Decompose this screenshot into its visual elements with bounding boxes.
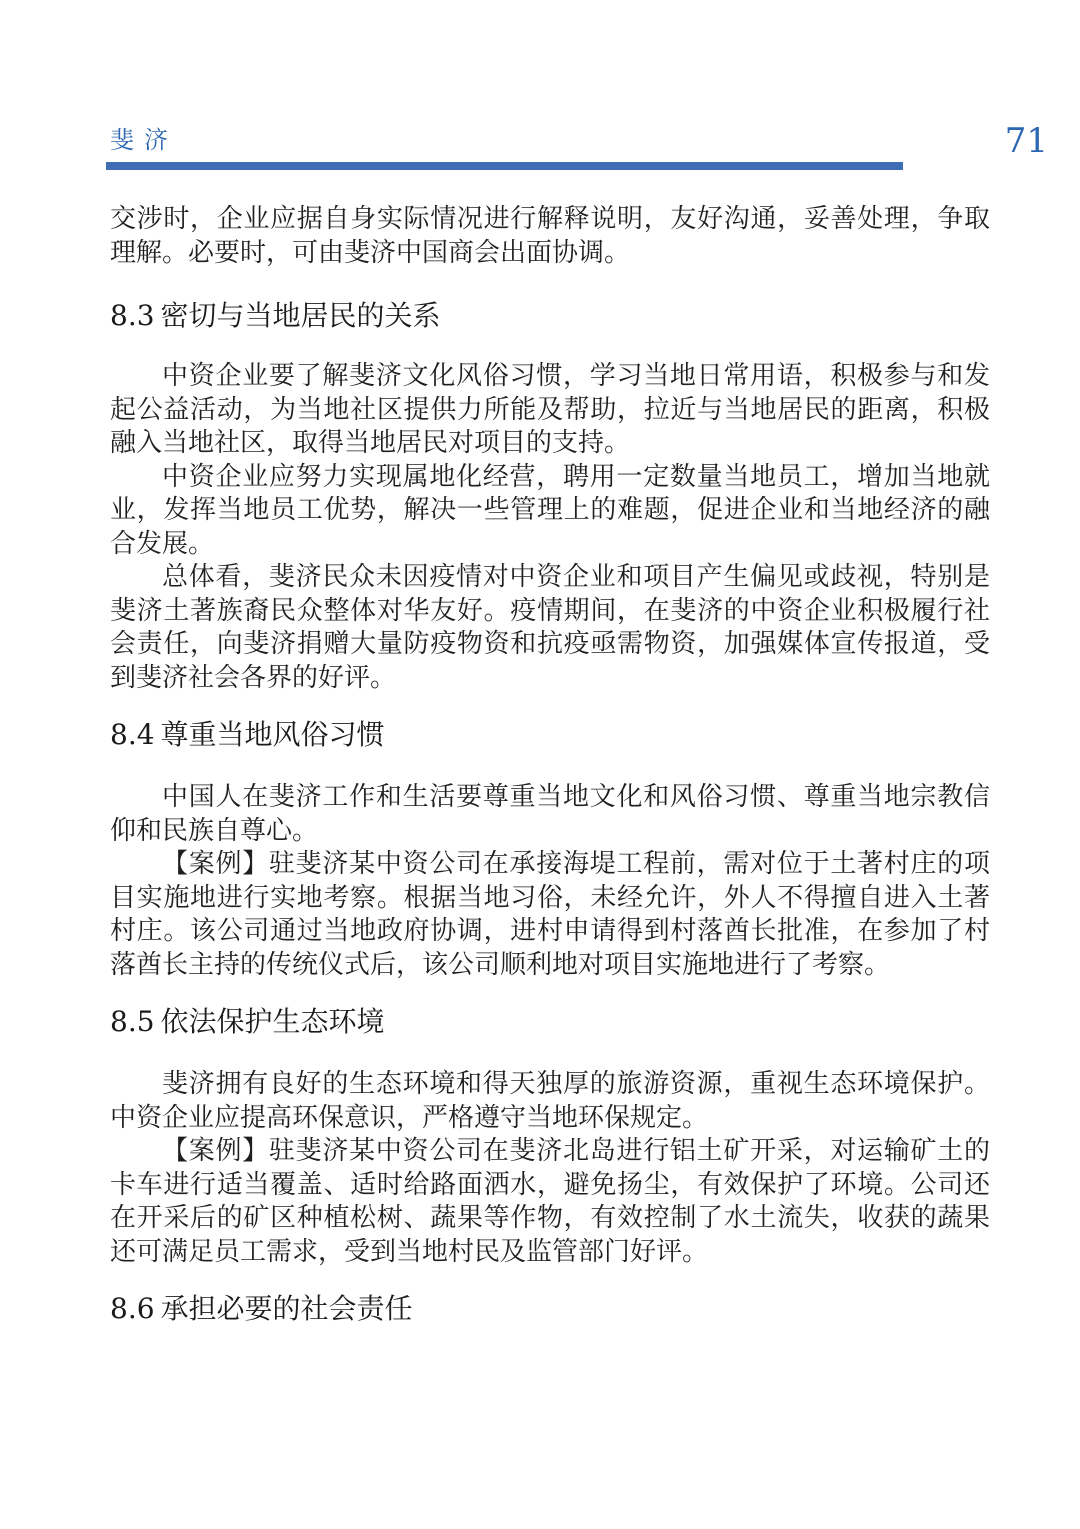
- page-body: [110, 203, 990, 1355]
- section-heading-8-4: [110, 715, 990, 755]
- section-8-3-paragraph-1: 中资企业要了解斐济文化风俗习惯，学习当地日常用语，积极参与和发起公益活动，为当地社区提供力所能及帮助，拉近与当地居民的距离，积极融入当地社区，取得当地居民对项目的支持。: [110, 361, 990, 458]
- section-heading-8-6: [110, 1289, 990, 1329]
- intro-paragraph: 交涉时，企业应据自身实际情况进行解释说明，友好沟通，妥善处理，争取理解。必要时，可由斐济中国商会出面协调。: [110, 204, 990, 268]
- section-8-4-case-paragraph: 【案例】驻斐济某中资公司在承接海堤工程前，需对位于土著村庄的项目实施地进行实地考察。根据当地习俗，未经允许，外人不得擅自进入土著村庄。该公司通过当地政府协调，进村申请得到村落酋长批准，在参加了村落酋长主持的传统仪式后，该公司顺利地对项目实施地进行了考察。: [110, 849, 990, 980]
- section-title: 密切与当地居民的关系: [160, 299, 441, 332]
- section-8-3-paragraph-3: 总体看，斐济民众未因疫情对中资企业和项目产生偏见或歧视，特别是斐济土著族裔民众整体对华友好。疫情期间，在斐济的中资企业积极履行社会责任，向斐济捐赠大量防疫物资和抗疫亟需物资，加强媒体宣传报道，受到斐济社会各界的好评。: [110, 562, 990, 693]
- section-heading-8-3: [110, 296, 990, 336]
- section-number: 8.3: [110, 299, 155, 332]
- section-8-5-case-paragraph: 【案例】驻斐济某中资公司在斐济北岛进行铝土矿开采，对运输矿土的卡车进行适当覆盖、适时给路面洒水，避免扬尘，有效保护了环境。公司还在开采后的矿区种植松树、蔬果等作物，有效控制了水土流失，收获的蔬果还可满足员工需求，受到当地村民及监管部门好评。: [110, 1136, 990, 1267]
- section-heading-8-5: [110, 1002, 990, 1042]
- section-8-3-paragraph-2: 中资企业应努力实现属地化经营，聘用一定数量当地员工，增加当地就业，发挥当地员工优势，解决一些管理上的难题，促进企业和当地经济的融合发展。: [110, 461, 990, 559]
- section-number: 8.6: [110, 1292, 155, 1325]
- section-title: 依法保护生态环境: [160, 1005, 385, 1038]
- section-title: 尊重当地风俗习惯: [160, 718, 385, 751]
- section-8-4-paragraph-1: 中国人在斐济工作和生活要尊重当地文化和风俗习惯、尊重当地宗教信仰和民族自尊心。: [110, 782, 990, 846]
- section-title: 承担必要的社会责任: [160, 1292, 413, 1325]
- section-8-5-paragraph-1: 斐济拥有良好的生态环境和得天独厚的旅游资源，重视生态环境保护。中资企业应提高环保意识，严格遵守当地环保规定。: [110, 1069, 990, 1133]
- header-rule: [106, 162, 903, 170]
- running-header-title: 斐济: [110, 126, 178, 154]
- page-number: 71: [1004, 121, 1048, 161]
- section-number: 8.5: [110, 1005, 155, 1038]
- section-number: 8.4: [110, 718, 155, 751]
- page-header: [0, 0, 1080, 175]
